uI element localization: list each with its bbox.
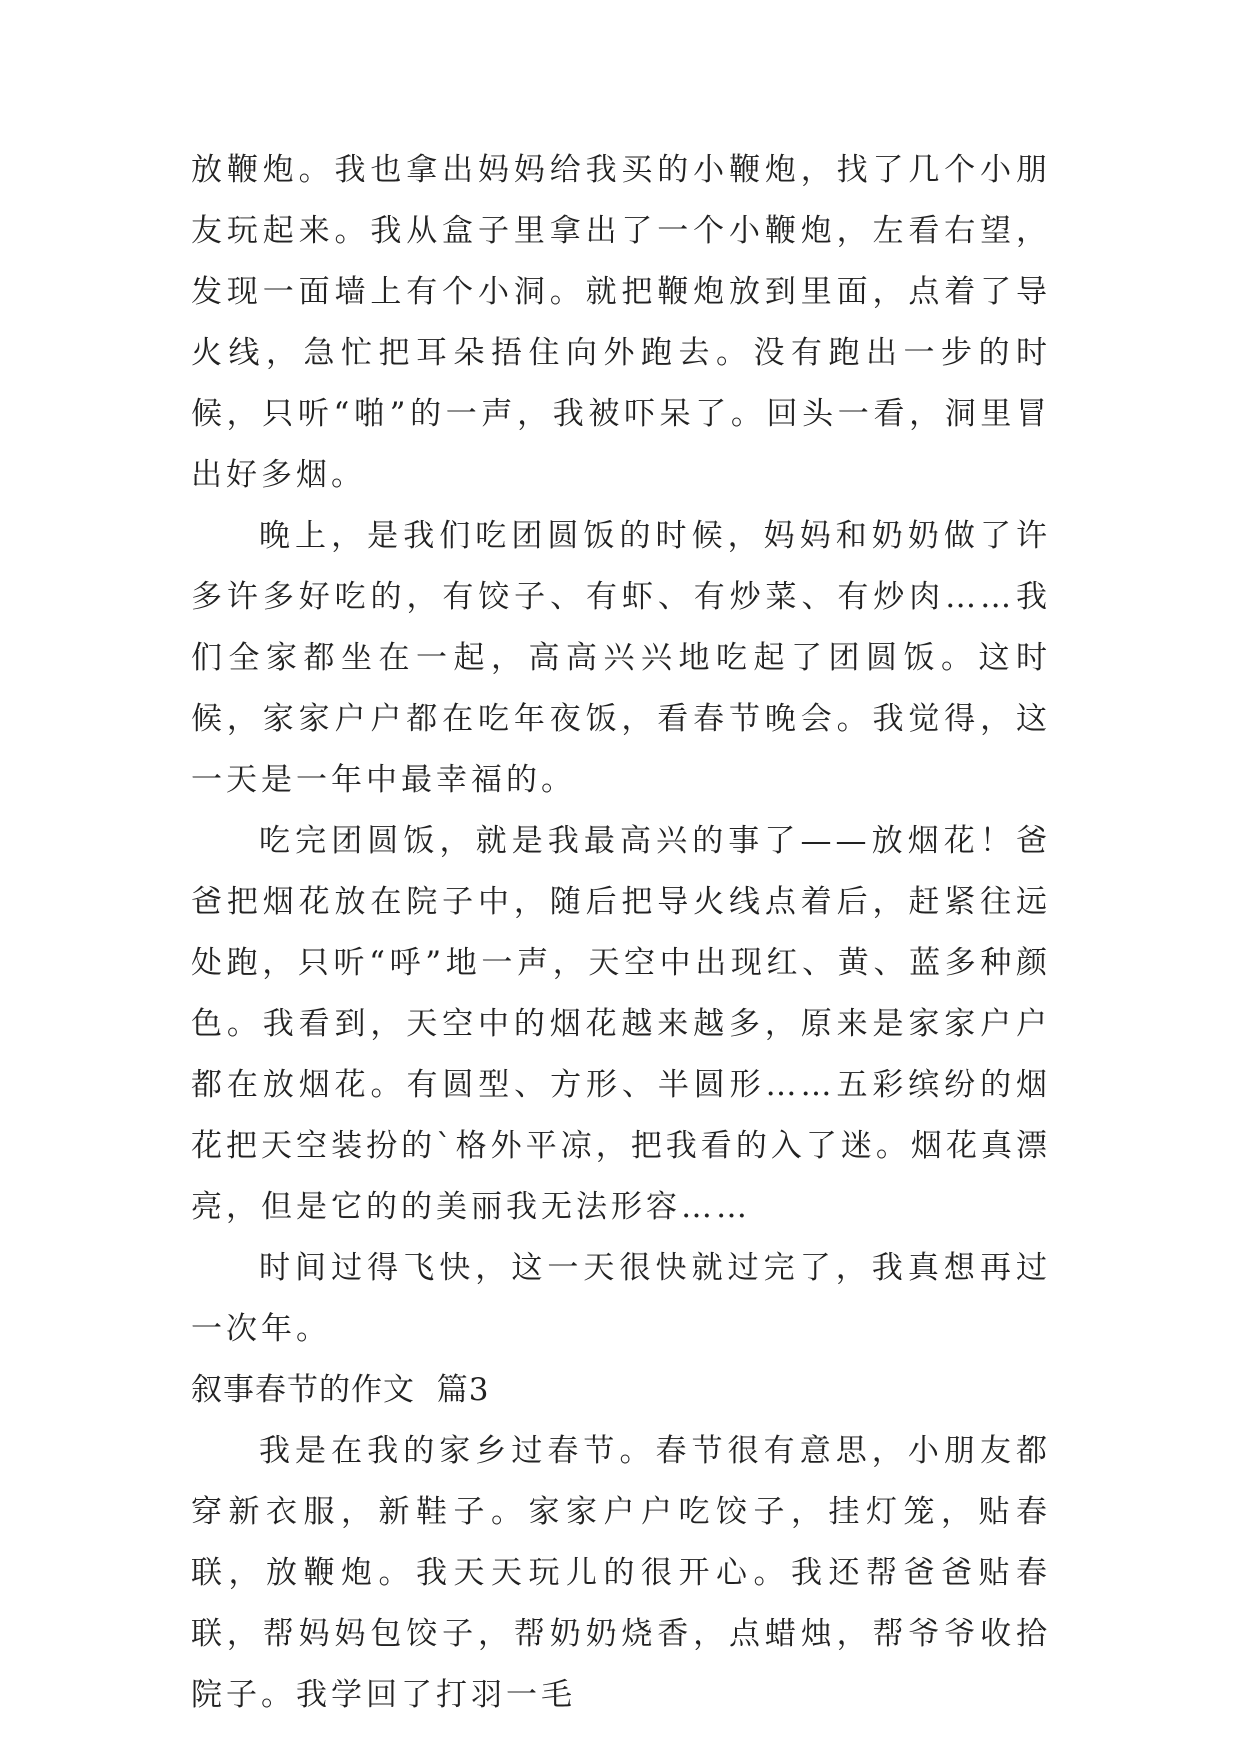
paragraph-reunion-dinner: 晚上，是我们吃团圆饭的时候，妈妈和奶奶做了许多许多好吃的，有饺子、有虾、有炒菜、有炒肉……我们全家都坐在一起，高高兴兴地吃起了团圆饭。这时候，家家户户都在吃年夜饭，看春节晚会。我觉得，这一天是一年中最幸福的。 <box>191 518 1051 798</box>
document-body <box>191 140 1051 1726</box>
paragraph-fireworks: 吃完团圆饭，就是我最高兴的事了——放烟花！爸爸把烟花放在院子中，随后把导火线点着后，赶紧往远处跑，只听“呼”地一声，天空中出现红、黄、蓝多种颜色。我看到，天空中的烟花越来越多，原来是家家户户都在放烟花。有圆型、方形、半圆形……五彩缤纷的烟花把天空装扮的`格外平凉，把我看的入了迷。烟花真漂亮，但是它的的美丽我无法形容…… <box>191 823 1051 1225</box>
paragraph-time-flies: 时间过得飞快，这一天很快就过完了，我真想再过一次年。 <box>191 1250 1051 1347</box>
section-heading: 叙事春节的作文 篇3 <box>191 1372 490 1408</box>
paragraph-hometown-spring-festival: 我是在我的家乡过春节。春节很有意思，小朋友都穿新衣服，新鞋子。家家户户吃饺子，挂灯笼，贴春联，放鞭炮。我天天玩儿的很开心。我还帮爸爸贴春联，帮妈妈包饺子，帮奶奶烧香，点蜡烛，帮爷爷收拾院子。我学回了打羽一毛 <box>191 1433 1051 1713</box>
paragraph-firecracker: 放鞭炮。我也拿出妈妈给我买的小鞭炮，找了几个小朋友玩起来。我从盒子里拿出了一个小鞭炮，左看右望，发现一面墙上有个小洞。就把鞭炮放到里面，点着了导火线，急忙把耳朵捂住向外跑去。没有跑出一步的时候，只听“啪”的一声，我被吓呆了。回头一看，洞里冒出好多烟。 <box>191 152 1051 493</box>
